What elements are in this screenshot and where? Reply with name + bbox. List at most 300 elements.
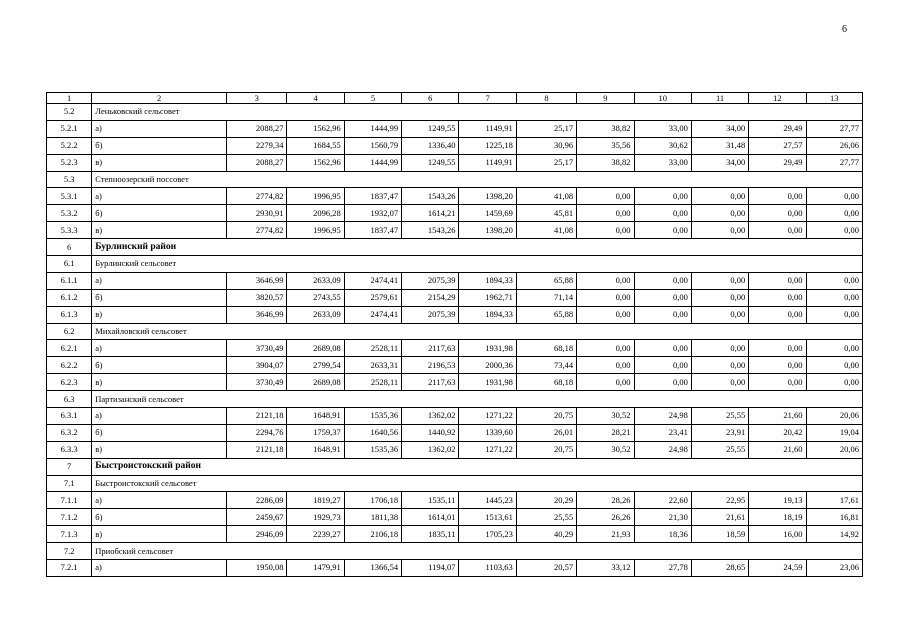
section-title: Михайловский сельсовет [92, 323, 863, 340]
row-number: 7.1.3 [47, 526, 92, 543]
row-value: 21,93 [577, 526, 634, 543]
table-row [47, 120, 863, 137]
column-header: 3 [227, 93, 287, 104]
row-value: 0,00 [577, 340, 634, 357]
row-value: 34,00 [691, 120, 748, 137]
row-value: 27,57 [749, 137, 806, 154]
column-header: 11 [691, 93, 748, 104]
row-value: 3730,49 [227, 374, 287, 391]
row-value: 27,77 [806, 154, 862, 171]
district-title: Быстроистокский район [92, 458, 863, 475]
row-value: 16,00 [749, 526, 806, 543]
row-value: 0,00 [749, 205, 806, 222]
row-value: 1950,08 [227, 560, 287, 577]
row-value: 1339,60 [459, 424, 516, 441]
row-value: 2474,41 [344, 306, 401, 323]
row-value: 0,00 [577, 222, 634, 239]
row-value: 65,88 [516, 306, 576, 323]
row-value: 1535,36 [344, 441, 401, 458]
table-header-row [47, 93, 863, 104]
row-value: 0,00 [806, 340, 862, 357]
row-value: 18,59 [691, 526, 748, 543]
section-row [47, 256, 863, 273]
row-value: 2106,18 [344, 526, 401, 543]
row-value: 2946,09 [227, 526, 287, 543]
row-value: 1996,95 [287, 188, 344, 205]
section-row [47, 391, 863, 408]
row-value: 1614,21 [402, 205, 459, 222]
row-value: 38,82 [577, 154, 634, 171]
section-number: 7.2 [47, 543, 92, 560]
row-label: б) [92, 289, 227, 306]
row-value: 1535,11 [402, 492, 459, 509]
row-value: 38,82 [577, 120, 634, 137]
row-value: 28,21 [577, 424, 634, 441]
column-header: 5 [344, 93, 401, 104]
row-value: 18,36 [634, 526, 691, 543]
row-value: 2633,09 [287, 272, 344, 289]
column-header: 8 [516, 93, 576, 104]
row-value: 27,78 [634, 560, 691, 577]
row-value: 23,06 [806, 560, 862, 577]
row-value: 1513,61 [459, 509, 516, 526]
column-header: 2 [92, 93, 227, 104]
row-value: 2196,53 [402, 357, 459, 374]
row-value: 2294,76 [227, 424, 287, 441]
table-row [47, 205, 863, 222]
row-number: 6.2.3 [47, 374, 92, 391]
row-value: 27,77 [806, 120, 862, 137]
row-value: 1271,22 [459, 441, 516, 458]
row-value: 0,00 [749, 340, 806, 357]
row-value: 25,55 [691, 408, 748, 425]
row-value: 30,96 [516, 137, 576, 154]
table-row [47, 188, 863, 205]
row-value: 28,26 [577, 492, 634, 509]
row-value: 2930,91 [227, 205, 287, 222]
row-value: 1996,95 [287, 222, 344, 239]
row-value: 2633,09 [287, 306, 344, 323]
row-label: в) [92, 222, 227, 239]
row-number: 7.1.2 [47, 509, 92, 526]
row-value: 26,01 [516, 424, 576, 441]
table-row [47, 408, 863, 425]
row-value: 35,56 [577, 137, 634, 154]
row-value: 0,00 [806, 188, 862, 205]
row-value: 2286,09 [227, 492, 287, 509]
row-number: 6.3.2 [47, 424, 92, 441]
row-value: 21,30 [634, 509, 691, 526]
row-value: 3646,99 [227, 272, 287, 289]
district-title: Бурлинский район [92, 239, 863, 256]
row-value: 0,00 [806, 357, 862, 374]
row-value: 0,00 [749, 289, 806, 306]
row-value: 0,00 [749, 357, 806, 374]
row-label: б) [92, 509, 227, 526]
row-value: 45,81 [516, 205, 576, 222]
row-value: 1705,23 [459, 526, 516, 543]
row-value: 34,00 [691, 154, 748, 171]
row-value: 1398,20 [459, 222, 516, 239]
row-value: 0,00 [691, 205, 748, 222]
row-value: 1149,91 [459, 120, 516, 137]
column-header: 6 [402, 93, 459, 104]
row-number: 5.2.3 [47, 154, 92, 171]
section-number: 7.1 [47, 475, 92, 492]
row-value: 1445,23 [459, 492, 516, 509]
row-label: в) [92, 306, 227, 323]
row-value: 2459,67 [227, 509, 287, 526]
row-value: 2096,28 [287, 205, 344, 222]
row-value: 0,00 [634, 272, 691, 289]
row-value: 0,00 [691, 188, 748, 205]
row-value: 20,42 [749, 424, 806, 441]
row-value: 1648,91 [287, 441, 344, 458]
row-value: 26,26 [577, 509, 634, 526]
section-title: Приобский сельсовет [92, 543, 863, 560]
table-row [47, 222, 863, 239]
section-number: 6.3 [47, 391, 92, 408]
row-value: 0,00 [749, 222, 806, 239]
row-number: 6.1.2 [47, 289, 92, 306]
row-value: 1614,01 [402, 509, 459, 526]
district-row [47, 458, 863, 475]
table-row [47, 340, 863, 357]
row-value: 1543,26 [402, 188, 459, 205]
row-value: 14,92 [806, 526, 862, 543]
table-row [47, 526, 863, 543]
row-value: 2633,31 [344, 357, 401, 374]
row-value: 0,00 [749, 374, 806, 391]
row-value: 1931,98 [459, 340, 516, 357]
row-value: 20,06 [806, 441, 862, 458]
column-header: 10 [634, 93, 691, 104]
row-value: 2088,27 [227, 154, 287, 171]
row-number: 6.3.3 [47, 441, 92, 458]
row-value: 1271,22 [459, 408, 516, 425]
row-value: 20,57 [516, 560, 576, 577]
row-number: 6.2.2 [47, 357, 92, 374]
section-row [47, 543, 863, 560]
row-value: 1562,96 [287, 120, 344, 137]
row-value: 24,98 [634, 408, 691, 425]
row-value: 17,61 [806, 492, 862, 509]
row-number: 6.2.1 [47, 340, 92, 357]
row-value: 0,00 [634, 340, 691, 357]
column-header: 9 [577, 93, 634, 104]
row-value: 0,00 [691, 222, 748, 239]
table-row [47, 154, 863, 171]
row-value: 1440,92 [402, 424, 459, 441]
row-number: 5.2.1 [47, 120, 92, 137]
row-value: 2743,55 [287, 289, 344, 306]
row-value: 2528,11 [344, 340, 401, 357]
row-value: 21,60 [749, 441, 806, 458]
row-value: 0,00 [577, 205, 634, 222]
section-title: Леньковский сельсовет [92, 104, 863, 121]
row-number: 6.3.1 [47, 408, 92, 425]
column-header: 7 [459, 93, 516, 104]
row-value: 1929,73 [287, 509, 344, 526]
row-value: 0,00 [691, 289, 748, 306]
row-value: 16,81 [806, 509, 862, 526]
row-value: 1837,47 [344, 222, 401, 239]
district-number: 7 [47, 458, 92, 475]
table-row [47, 509, 863, 526]
row-value: 1759,37 [287, 424, 344, 441]
row-value: 28,65 [691, 560, 748, 577]
row-number: 5.3.2 [47, 205, 92, 222]
row-value: 0,00 [749, 306, 806, 323]
row-number: 6.1.3 [47, 306, 92, 323]
row-label: а) [92, 188, 227, 205]
row-value: 0,00 [806, 289, 862, 306]
table-row [47, 424, 863, 441]
row-value: 2088,27 [227, 120, 287, 137]
table-row [47, 560, 863, 577]
row-label: в) [92, 441, 227, 458]
row-number: 7.2.1 [47, 560, 92, 577]
row-value: 0,00 [577, 272, 634, 289]
row-value: 29,49 [749, 120, 806, 137]
row-value: 2117,63 [402, 340, 459, 357]
row-number: 5.2.2 [47, 137, 92, 154]
row-value: 1706,18 [344, 492, 401, 509]
row-label: в) [92, 374, 227, 391]
row-value: 68,18 [516, 340, 576, 357]
row-value: 0,00 [634, 374, 691, 391]
row-value: 0,00 [634, 306, 691, 323]
row-label: б) [92, 424, 227, 441]
row-value: 3904,07 [227, 357, 287, 374]
row-label: а) [92, 492, 227, 509]
row-value: 24,98 [634, 441, 691, 458]
row-value: 1648,91 [287, 408, 344, 425]
row-value: 25,55 [516, 509, 576, 526]
row-value: 3730,49 [227, 340, 287, 357]
row-value: 2774,82 [227, 188, 287, 205]
column-header: 1 [47, 93, 92, 104]
table-row [47, 357, 863, 374]
row-value: 2689,08 [287, 374, 344, 391]
row-value: 2528,11 [344, 374, 401, 391]
row-value: 2774,82 [227, 222, 287, 239]
row-value: 1194,07 [402, 560, 459, 577]
row-value: 1819,27 [287, 492, 344, 509]
row-value: 1398,20 [459, 188, 516, 205]
row-value: 1932,07 [344, 205, 401, 222]
row-value: 1366,54 [344, 560, 401, 577]
row-value: 29,49 [749, 154, 806, 171]
row-value: 21,60 [749, 408, 806, 425]
row-label: б) [92, 357, 227, 374]
row-label: а) [92, 272, 227, 289]
row-value: 2474,41 [344, 272, 401, 289]
section-row [47, 475, 863, 492]
row-value: 2279,34 [227, 137, 287, 154]
row-value: 0,00 [577, 289, 634, 306]
row-value: 2121,18 [227, 441, 287, 458]
row-value: 0,00 [577, 306, 634, 323]
row-value: 0,00 [691, 306, 748, 323]
section-title: Бурлинский сельсовет [92, 256, 863, 273]
row-value: 2579,61 [344, 289, 401, 306]
row-value: 1931,98 [459, 374, 516, 391]
table-row [47, 306, 863, 323]
row-value: 33,00 [634, 154, 691, 171]
table-row [47, 272, 863, 289]
section-row [47, 171, 863, 188]
row-value: 33,00 [634, 120, 691, 137]
row-value: 1336,40 [402, 137, 459, 154]
row-value: 2154,29 [402, 289, 459, 306]
section-number: 6.1 [47, 256, 92, 273]
column-header: 12 [749, 93, 806, 104]
row-value: 20,75 [516, 441, 576, 458]
row-value: 1459,69 [459, 205, 516, 222]
row-value: 1894,33 [459, 272, 516, 289]
section-row [47, 104, 863, 121]
row-label: б) [92, 205, 227, 222]
row-label: в) [92, 154, 227, 171]
row-value: 41,08 [516, 188, 576, 205]
row-value: 22,95 [691, 492, 748, 509]
page-number: 6 [842, 24, 847, 35]
row-label: а) [92, 560, 227, 577]
row-value: 1249,55 [402, 154, 459, 171]
row-value: 1444,99 [344, 120, 401, 137]
row-value: 33,12 [577, 560, 634, 577]
section-title: Быстроистокский сельсовет [92, 475, 863, 492]
row-value: 30,62 [634, 137, 691, 154]
row-value: 0,00 [634, 289, 691, 306]
row-value: 2117,63 [402, 374, 459, 391]
row-value: 19,04 [806, 424, 862, 441]
row-value: 25,55 [691, 441, 748, 458]
row-value: 0,00 [806, 205, 862, 222]
row-value: 2689,08 [287, 340, 344, 357]
row-value: 0,00 [749, 188, 806, 205]
row-value: 1560,79 [344, 137, 401, 154]
row-value: 19,13 [749, 492, 806, 509]
table-row [47, 137, 863, 154]
row-value: 1149,91 [459, 154, 516, 171]
section-number: 6.2 [47, 323, 92, 340]
section-title: Партизанский сельсовет [92, 391, 863, 408]
row-value: 1249,55 [402, 120, 459, 137]
row-value: 0,00 [691, 340, 748, 357]
row-value: 0,00 [577, 374, 634, 391]
column-header: 4 [287, 93, 344, 104]
column-header: 13 [806, 93, 862, 104]
table-row [47, 289, 863, 306]
row-value: 0,00 [691, 374, 748, 391]
section-row [47, 323, 863, 340]
row-value: 2799,54 [287, 357, 344, 374]
row-number: 6.1.1 [47, 272, 92, 289]
row-number: 7.1.1 [47, 492, 92, 509]
row-label: б) [92, 137, 227, 154]
row-value: 40,29 [516, 526, 576, 543]
row-label: а) [92, 408, 227, 425]
row-value: 1543,26 [402, 222, 459, 239]
row-value: 71,14 [516, 289, 576, 306]
row-value: 0,00 [634, 222, 691, 239]
row-value: 1362,02 [402, 441, 459, 458]
row-value: 65,88 [516, 272, 576, 289]
table-row [47, 492, 863, 509]
section-number: 5.3 [47, 171, 92, 188]
row-value: 22,60 [634, 492, 691, 509]
row-value: 1837,47 [344, 188, 401, 205]
row-value: 0,00 [577, 357, 634, 374]
row-value: 30,52 [577, 441, 634, 458]
row-value: 20,06 [806, 408, 862, 425]
row-value: 3820,57 [227, 289, 287, 306]
row-value: 0,00 [806, 374, 862, 391]
row-value: 23,41 [634, 424, 691, 441]
row-label: а) [92, 340, 227, 357]
row-value: 0,00 [806, 222, 862, 239]
row-value: 2075,39 [402, 306, 459, 323]
row-value: 68,18 [516, 374, 576, 391]
row-value: 73,44 [516, 357, 576, 374]
row-value: 2121,18 [227, 408, 287, 425]
row-value: 21,61 [691, 509, 748, 526]
row-value: 0,00 [806, 306, 862, 323]
row-value: 1811,38 [344, 509, 401, 526]
data-table [46, 92, 863, 577]
row-value: 1103,63 [459, 560, 516, 577]
row-value: 25,17 [516, 154, 576, 171]
row-value: 0,00 [577, 188, 634, 205]
row-value: 3646,99 [227, 306, 287, 323]
row-value: 30,52 [577, 408, 634, 425]
row-value: 1962,71 [459, 289, 516, 306]
row-value: 25,17 [516, 120, 576, 137]
row-value: 24,59 [749, 560, 806, 577]
row-value: 1562,96 [287, 154, 344, 171]
district-row [47, 239, 863, 256]
row-value: 41,08 [516, 222, 576, 239]
row-number: 5.3.3 [47, 222, 92, 239]
row-value: 1835,11 [402, 526, 459, 543]
row-value: 1444,99 [344, 154, 401, 171]
row-value: 0,00 [691, 357, 748, 374]
row-value: 2000,36 [459, 357, 516, 374]
row-value: 1684,55 [287, 137, 344, 154]
section-number: 5.2 [47, 104, 92, 121]
row-label: а) [92, 120, 227, 137]
row-value: 1640,56 [344, 424, 401, 441]
row-value: 0,00 [634, 205, 691, 222]
row-value: 18,19 [749, 509, 806, 526]
row-value: 0,00 [806, 272, 862, 289]
row-value: 0,00 [691, 272, 748, 289]
section-title: Степноозерский поссовет [92, 171, 863, 188]
row-value: 20,75 [516, 408, 576, 425]
row-value: 26,06 [806, 137, 862, 154]
row-value: 23,91 [691, 424, 748, 441]
row-value: 0,00 [634, 188, 691, 205]
table-row [47, 374, 863, 391]
row-value: 0,00 [749, 272, 806, 289]
row-value: 1362,02 [402, 408, 459, 425]
row-value: 1225,18 [459, 137, 516, 154]
row-value: 31,48 [691, 137, 748, 154]
row-value: 20,29 [516, 492, 576, 509]
row-value: 1535,36 [344, 408, 401, 425]
